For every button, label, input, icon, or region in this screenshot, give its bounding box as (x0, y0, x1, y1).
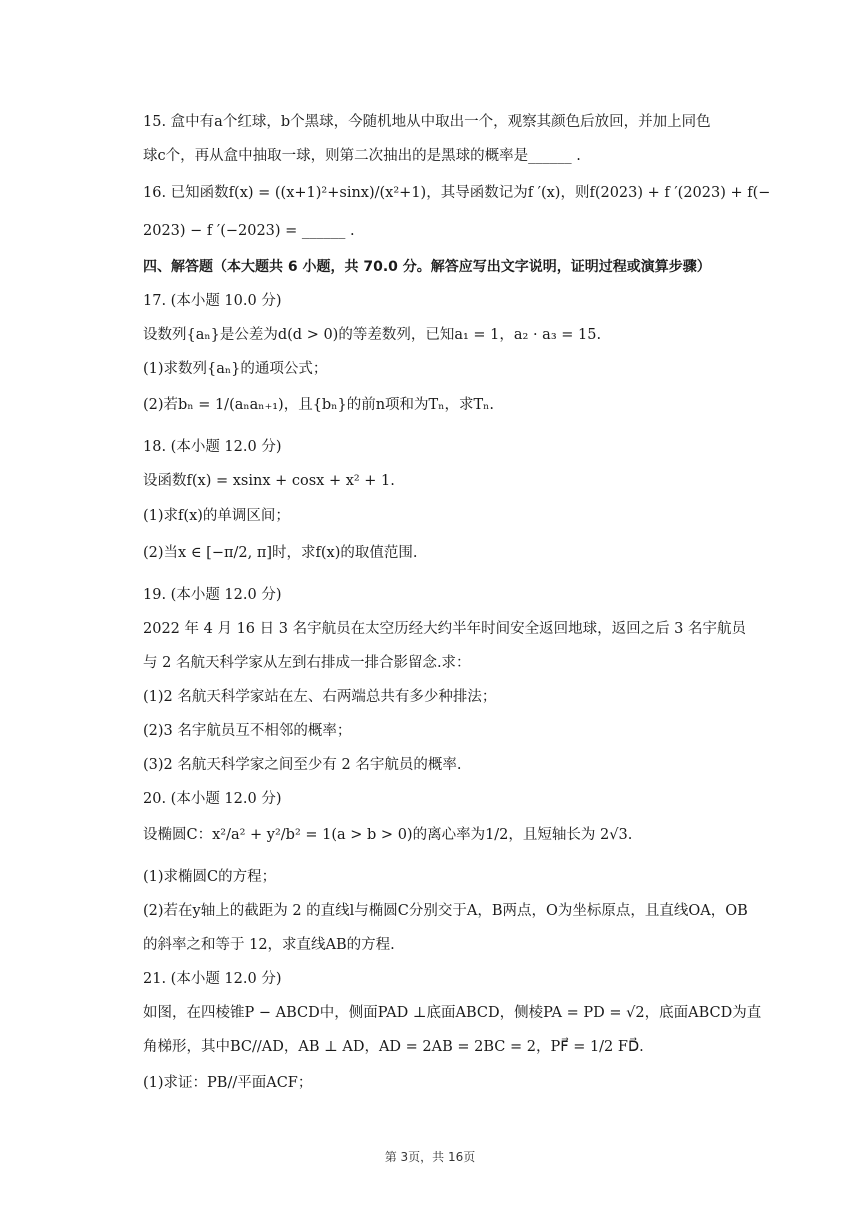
q19-heading: 19. (本小题 12.0 分) (143, 587, 282, 603)
q21-stem-1: 如图，在四棱锥P − ABCD中，侧面PAD ⊥底面ABCD，侧棱PA = PD = √2，底面ABCD为直 (143, 1005, 762, 1021)
q19-part-1: (1)2 名航天科学家站在左、右两端总共有多少种排法； (143, 689, 497, 705)
q15-line-2: 球c个，再从盒中抽取一球，则第二次抽出的是黑球的概率是______ . (143, 148, 581, 164)
q18-part-1: (1)求f(x)的单调区间； (143, 508, 290, 524)
q19-part-3: (3)2 名航天科学家之间至少有 2 名宇航员的概率. (143, 757, 462, 773)
q17-part-1: (1)求数列{aₙ}的通项公式； (143, 361, 328, 377)
q19-stem-2: 与 2 名航天科学家从左到右排成一排合影留念.求： (143, 655, 471, 671)
q15-line-1: 15. 盒中有a个红球，b个黑球，今随机地从中取出一个，观察其颜色后放回，并加上同色 (143, 114, 711, 130)
q16-line-2: 2023) − f ′(−2023) = ______ . (143, 223, 355, 239)
q20-heading: 20. (本小题 12.0 分) (143, 791, 282, 807)
q21-stem-2: 角梯形，其中BC//AD，AB ⊥ AD，AD = 2AB = 2BC = 2，PF⃗ = 1/2 FD⃗. (143, 1039, 644, 1055)
q20-part-2-line-1: (2)若在y轴上的截距为 2 的直线l与椭圆C分别交于A，B两点，O为坐标原点，且直线OA，OB (143, 903, 748, 919)
q20-part-2-line-2: 的斜率之和等于 12，求直线AB的方程. (143, 937, 395, 953)
q16-line-1: 16. 已知函数f(x) = ((x+1)²+sinx)/(x²+1)，其导函数记为f ′(x)，则f(2023) + f ′(2023) + f(− (143, 185, 771, 201)
q21-part-1: (1)求证：PB//平面ACF； (143, 1075, 313, 1091)
q18-stem: 设函数f(x) = xsinx + cosx + x² + 1. (143, 473, 395, 489)
page-footer: 第 3页，共 16页 (384, 1150, 476, 1164)
q18-part-2: (2)当x ∈ [−π/2, π]时，求f(x)的取值范围. (143, 545, 418, 561)
q17-heading: 17. (本小题 10.0 分) (143, 293, 282, 309)
q19-part-2: (2)3 名宇航员互不相邻的概率； (143, 723, 352, 739)
section-heading: 四、解答题（本大题共 6 小题，共 70.0 分。解答应写出文字说明，证明过程或演算步骤） (143, 259, 711, 275)
q19-stem-1: 2022 年 4 月 16 日 3 名宇航员在太空历经大约半年时间安全返回地球，返回之后 3 名宇航员 (143, 621, 747, 637)
q20-part-1: (1)求椭圆C的方程； (143, 869, 277, 885)
q17-part-2: (2)若bₙ = 1/(aₙaₙ₊₁)，且{bₙ}的前n项和为Tₙ，求Tₙ. (143, 397, 495, 413)
q21-heading: 21. (本小题 12.0 分) (143, 971, 282, 987)
q20-stem: 设椭圆C：x²/a² + y²/b² = 1(a > b > 0)的离心率为1/2，且短轴长为 2√3. (143, 827, 633, 843)
q18-heading: 18. (本小题 12.0 分) (143, 439, 282, 455)
q17-stem: 设数列{aₙ}是公差为d(d > 0)的等差数列，已知a₁ = 1，a₂ · a₃ = 15. (143, 327, 602, 343)
